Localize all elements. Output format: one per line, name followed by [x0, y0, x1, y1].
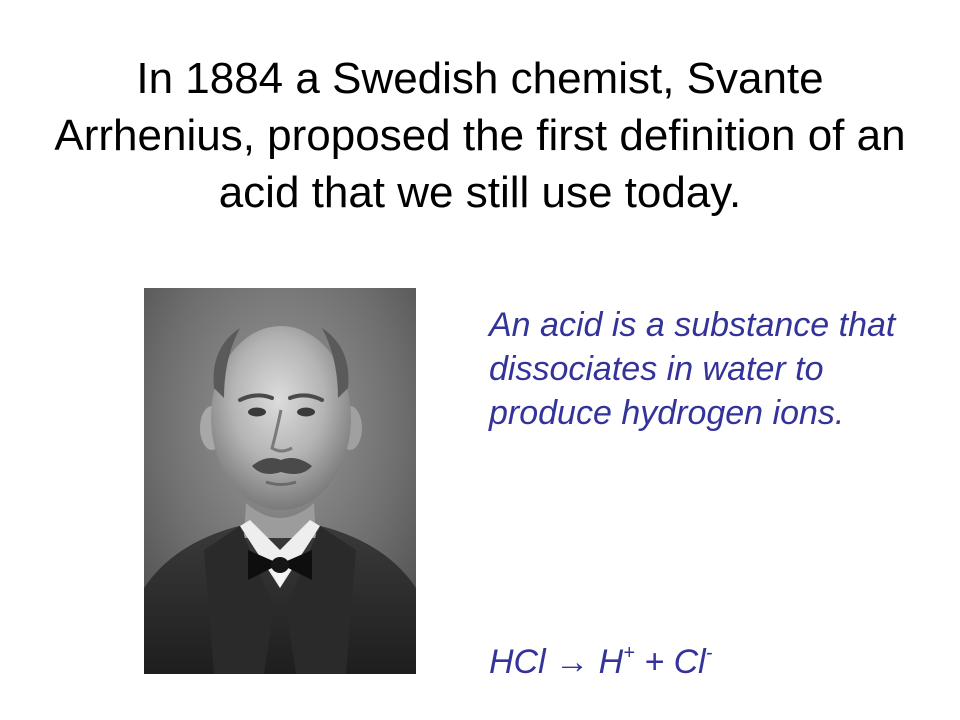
portrait-photo-icon — [144, 288, 416, 674]
chloride-charge: - — [705, 642, 713, 664]
equation-product-hydrogen: H — [598, 643, 624, 681]
equation-plus: + — [644, 643, 665, 681]
equation-product-chloride: Cl — [673, 643, 706, 681]
hydrogen-charge: + — [623, 642, 635, 664]
dissociation-equation — [489, 640, 929, 684]
slide-title: In 1884 a Swedish chemist, Svante Arrhenius, proposed the first definition of an acid that we still use today. — [54, 54, 906, 217]
equation-reactant: HCl — [489, 643, 546, 681]
acid-definition: An acid is a substance that dissociates in water to produce hydrogen ions. — [489, 306, 896, 432]
equation-arrow: → — [555, 643, 590, 681]
